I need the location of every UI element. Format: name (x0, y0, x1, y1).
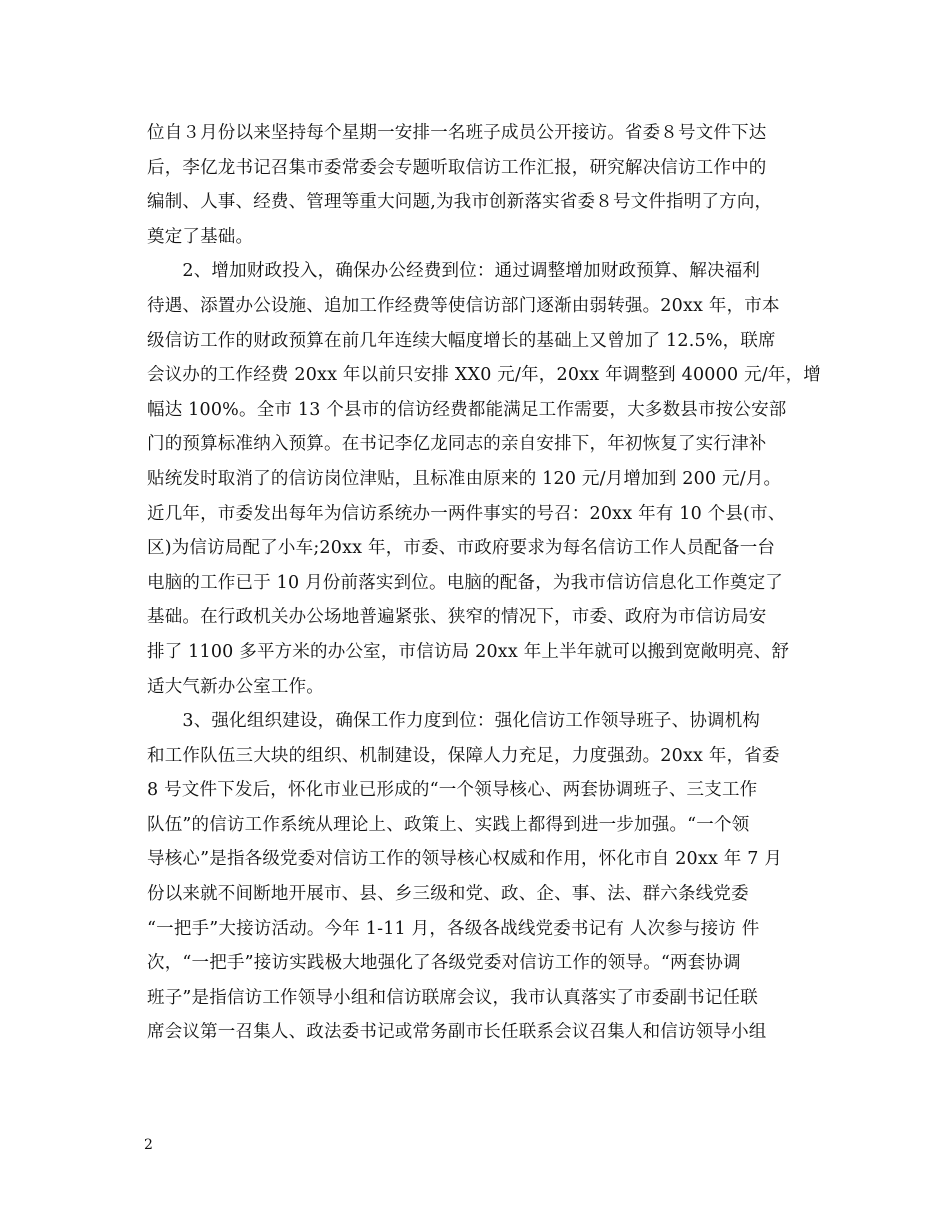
text-line: 次，“一把手”接访实践极大地强化了各级党委对信访工作的领导。“两套协调 (147, 953, 741, 974)
text-line: “一把手”大接访活动。今年 1-11 月，各级各战线党委书记有 人次参与接访 件 (147, 918, 760, 939)
text-line: 待遇、添置办公设施、追加工作经费等使信访部门逐渐由弱转强。20xx 年，市本 (147, 295, 780, 316)
text-line: 席会议第一召集人、政法委书记或常务副市长任联系会议召集人和信访领导小组 (147, 1022, 767, 1043)
text-line: 奠定了基础。 (147, 226, 254, 247)
text-line: 贴统发时取消了的信访岗位津贴，且标准由原来的 120 元/月增加到 200 元/月。 (147, 468, 782, 489)
page-number: 2 (144, 1137, 153, 1153)
text-line: 2、增加财政投入，确保办公经费到位：通过调整增加财政预算、解决福利 (147, 261, 761, 282)
text-line: 队伍”的信访工作系统从理论上、政策上、实践上都得到进一步加强。“一个领 (147, 814, 750, 835)
text-line: 编制、人事、经费、管理等重大问题,为我市创新落实省委８号文件指明了方向， (147, 192, 773, 213)
text-line: 基础。在行政机关办公场地普遍紧张、狭窄的情况下，市委、政府为市信访局安 (147, 607, 767, 628)
text-line: 后，李亿龙书记召集市委常委会专题听取信访工作汇报，研究解决信访工作中的 (147, 157, 767, 178)
text-line: 幅达 100%。全市 13 个县市的信访经费都能满足工作需要，大多数县市按公安部 (147, 399, 787, 420)
text-line: 和工作队伍三大块的组织、机制建设，保障人力充足，力度强劲。20xx 年，省委 (147, 745, 780, 766)
text-line: 近几年，市委发出每年为信访系统办一两件事实的号召：20xx 年有 10 个县(市、 (147, 503, 786, 524)
text-line: 门的预算标准纳入预算。在书记李亿龙同志的亲自安排下，年初恢复了实行津补 (147, 434, 767, 455)
text-line: 区)为信访局配了小车;20xx 年，市委、市政府要求为每名信访工作人员配备一台 (147, 538, 776, 559)
text-line: 级信访工作的财政预算在前几年连续大幅度增长的基础上又曾加了 12.5%，联席 (147, 330, 776, 351)
text-line: 3、强化组织建设，确保工作力度到位：强化信访工作领导班子、协调机构 (147, 711, 761, 732)
text-line: 份以来就不间断地开展市、县、乡三级和党、政、企、事、法、群六条线党委 (147, 884, 749, 905)
text-line: 导核心”是指各级党委对信访工作的领导核心权威和作用，怀化市自 20xx 年 7 月 (147, 849, 783, 870)
text-line: 排了 1100 多平方米的办公室，市信访局 20xx 年上半年就可以搬到宽敞明亮、舒 (147, 641, 790, 662)
text-line: 电脑的工作已于 10 月份前落实到位。电脑的配备，为我市信访信息化工作奠定了 (147, 572, 783, 593)
text-line: 班子”是指信访工作领导小组和信访联席会议，我市认真落实了市委副书记任联 (147, 987, 758, 1008)
text-line: 位自３月份以来坚持每个星期一安排一名班子成员公开接访。省委８号文件下达 (147, 123, 767, 143)
text-line: 会议办的工作经费 20xx 年以前只安排 XX0 元/年，20xx 年调整到 40000 元/年，增 (147, 365, 821, 386)
document-body (147, 116, 821, 1050)
text-line: 适大气新办公室工作。 (147, 676, 324, 697)
text-line: 8 号文件下发后，怀化市业已形成的“一个领导核心、两套协调班子、三支工作 (147, 780, 758, 801)
